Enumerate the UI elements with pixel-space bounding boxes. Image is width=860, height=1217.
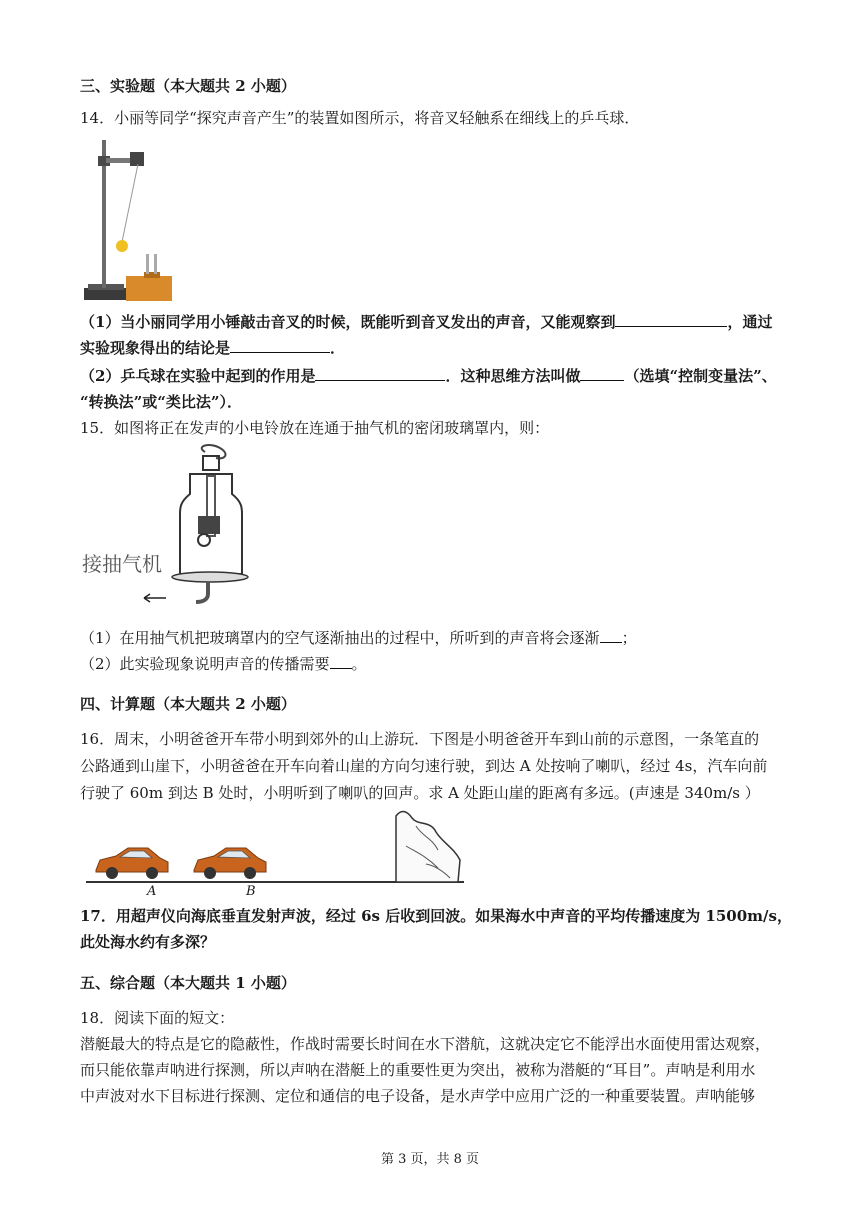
q14-p1-text-b: ，通过 (727, 313, 773, 331)
section-3-title: 三、实验题（本大题共 2 小题） (80, 77, 296, 95)
q15-p1-text-a: （1）在用抽气机把玻璃罩内的空气逐渐抽出的过程中，所听到的声音将会逐渐 (80, 629, 600, 647)
q15-stem: 15．如图将正在发声的小电铃放在连通于抽气机的密闭玻璃罩内，则： (80, 419, 550, 437)
q15-blank-sound-change[interactable] (600, 627, 622, 643)
q15-part1 (80, 627, 637, 649)
q14-p1-text-d: ． (330, 339, 346, 357)
car-b-icon (194, 848, 266, 879)
car-a-icon (96, 848, 168, 879)
q16-label-b: B (246, 884, 256, 899)
q14-part1-line2 (80, 337, 345, 359)
q18-line2: 而只能依靠声呐进行探测，所以声呐在潜艇上的重要性更为突出，被称为潜艇的“耳目”。声呐是利用水 (80, 1061, 756, 1079)
q14-p1-text-a: （1）当小丽同学用小锤敲击音叉的时候，既能听到音叉发出的声音，又能观察到 (80, 313, 616, 331)
q14-p2-text-c: （选填“控制变量法”、 (624, 367, 777, 385)
car-cliff-figure (86, 806, 464, 902)
q14-p2-text-b: ．这种思维方法叫做 (445, 367, 581, 385)
q17-line1: 17．用超声仪向海底垂直发射声波，经过 6s 后收到回波。如果海水中声音的平均传播速度为 1500m/s， (80, 907, 792, 925)
q15-part2 (80, 653, 367, 675)
q14-blank-method[interactable] (580, 365, 624, 381)
q14-part1-line1 (80, 311, 772, 333)
q15-p2-text-b: 。 (351, 655, 367, 673)
q15-figure-label: 接抽气机 (82, 552, 162, 576)
page-footer: 第 3 页，共 8 页 (380, 1152, 480, 1167)
cliff-icon (396, 812, 460, 882)
section-5-title: 五、综合题（本大题共 1 小题） (80, 974, 296, 992)
q15-p1-text-b: ； (621, 629, 637, 647)
section-4-title: 四、计算题（本大题共 2 小题） (80, 695, 296, 713)
q16-line1: 16．周末，小明爸爸开车带小明到郊外的山上游玩．下图是小明爸爸开车到山前的示意图，一条笔直的 (80, 730, 760, 748)
q17-line2: 此处海水约有多深？ (80, 933, 216, 951)
q14-blank-role[interactable] (315, 365, 445, 381)
q14-part2-line2: “转换法”或“类比法”）． (80, 393, 243, 411)
q18-line1: 潜艇最大的特点是它的隐蔽性，作战时需要长时间在水下潜航，这就决定它不能浮出水面使用雷达观察， (80, 1035, 771, 1053)
q14-stem: 14．小丽等同学“探究声音产生”的装置如图所示，将音叉轻触系在细线上的乒乓球． (80, 109, 640, 127)
q18-stem: 18．阅读下面的短文： (80, 1009, 235, 1027)
q14-p1-text-c: 实验现象得出的结论是 (80, 339, 231, 357)
q16-line3: 行驶了 60m 到达 B 处时，小明听到了喇叭的回声。求 A 处距山崖的距离有多远。(声速是 340m/s ） (80, 784, 760, 802)
q14-p2-text-a: （2）乒乓球在实验中起到的作用是 (80, 367, 316, 385)
q16-line2: 公路通到山崖下，小明爸爸在开车向着山崖的方向匀速行驶，到达 A 处按响了喇叭，经过 4s，汽车向前 (80, 757, 768, 775)
bell-jar-figure (80, 444, 250, 614)
q14-blank-conclusion[interactable] (230, 337, 330, 353)
tuning-fork-apparatus-figure (82, 138, 182, 304)
q14-part2-line1 (80, 365, 777, 387)
q14-blank-observation[interactable] (615, 311, 727, 327)
q16-label-a: A (147, 884, 157, 899)
q18-line3: 中声波对水下目标进行探测、定位和通信的电子设备，是水声学中应用广泛的一种重要装置。声呐能够 (80, 1087, 756, 1105)
q15-blank-medium[interactable] (330, 653, 352, 669)
q15-p2-text-a: （2）此实验现象说明声音的传播需要 (80, 655, 330, 673)
